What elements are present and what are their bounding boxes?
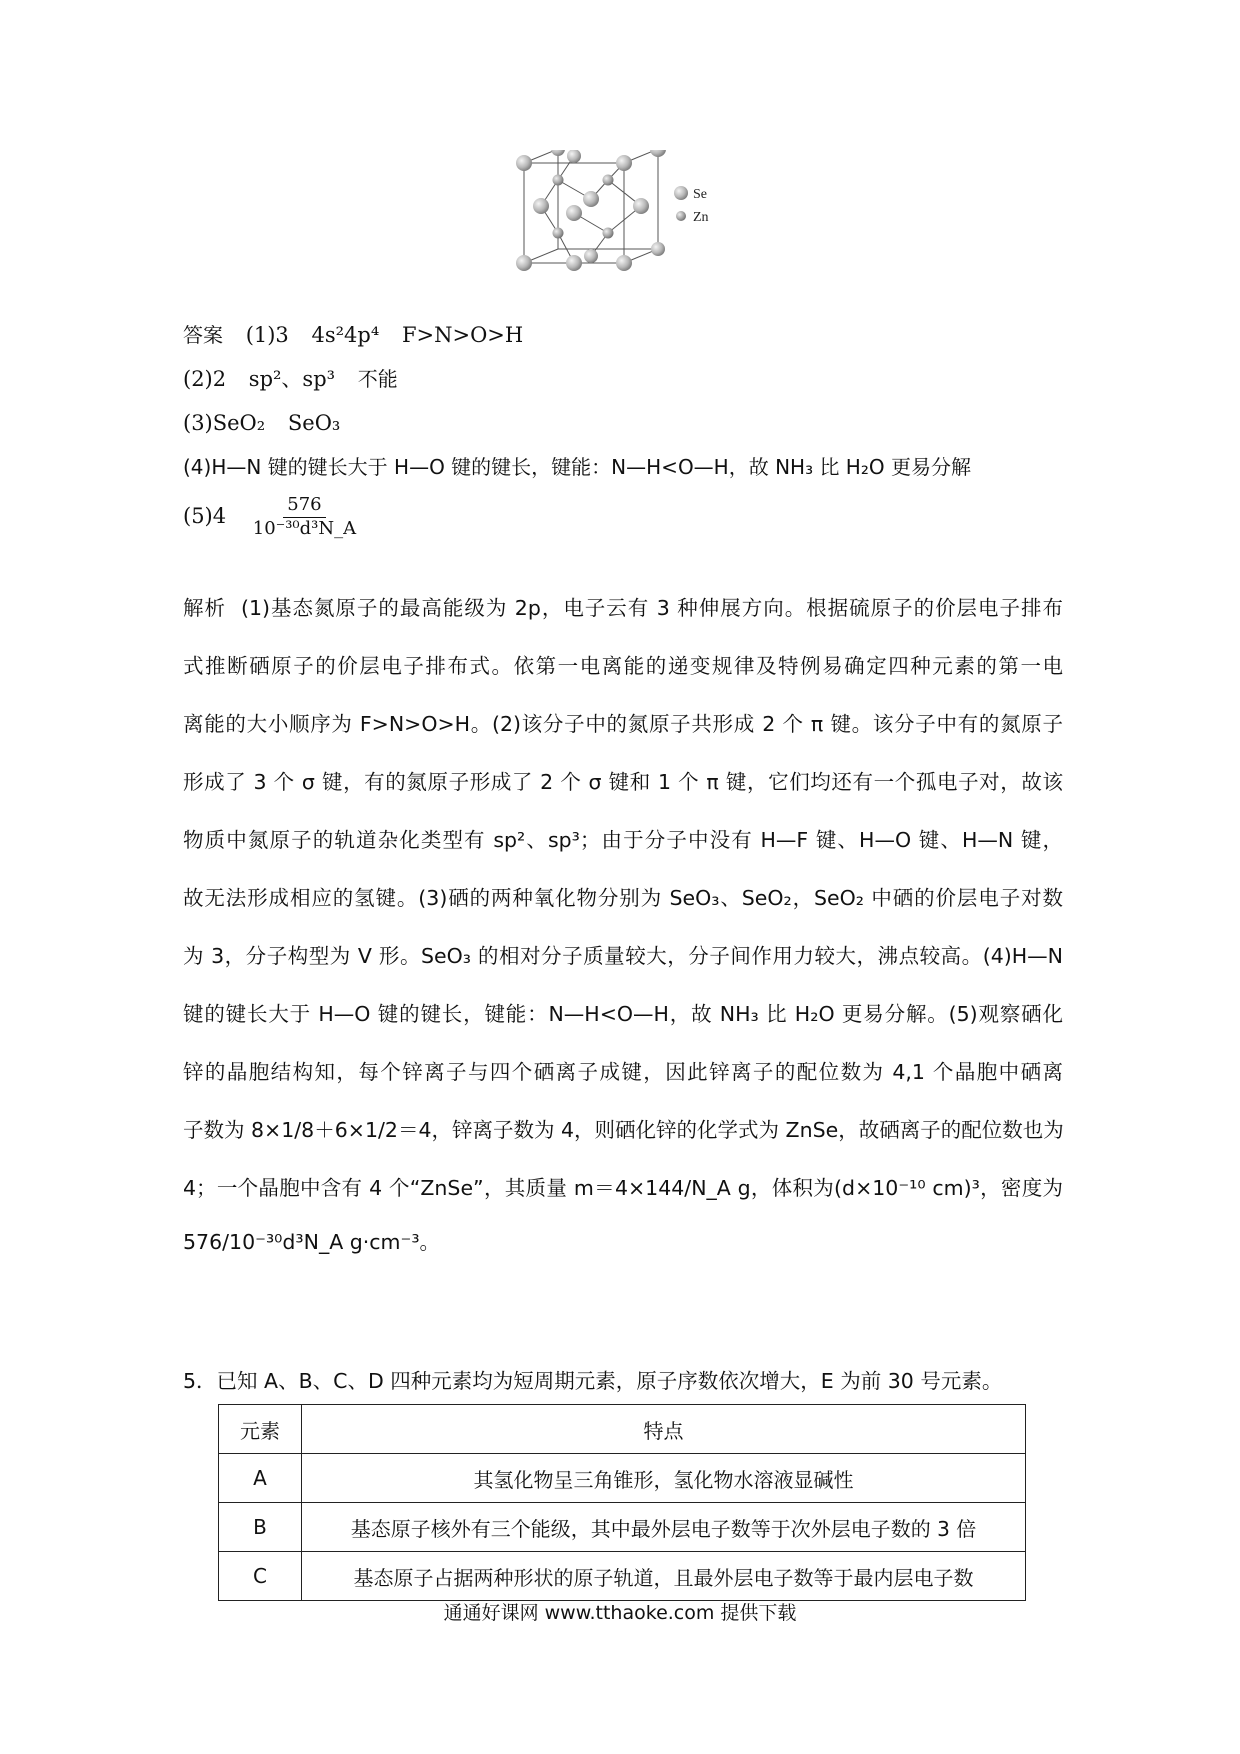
answer-1-order: F>N>O>H [401,323,524,347]
answer-3-oxide-b: SeO₃ [287,411,341,435]
answer-2-count: (2)2 [183,367,227,391]
answer-line-2 [183,364,398,394]
analysis-line-12: 576/10⁻³⁰d³N_A g·cm⁻³。 [183,1230,441,1254]
analysis-line-10: 子数为 8×1/8＋6×1/2＝4，锌离子数为 4，则硒化锌的化学式为 ZnSe，故硒离子的配位数也为 [183,1118,1064,1142]
question-5-stem: 5．已知 A、B、C、D 四种元素均为短周期元素，原子序数依次增大，E 为前 30 号元素。 [183,1369,1003,1393]
table-cell-feature: 其氢化物呈三角锥形，氢化物水溶液显碱性 [302,1454,1026,1503]
znse-unit-cell-figure [515,150,745,310]
analysis-line-1 [183,588,1063,628]
analysis-text: (1)基态氮原子的最高能级为 2p，电子云有 3 种伸展方向。根据硫原子的价层电子排布 [240,596,1063,620]
table-header-element: 元素 [219,1405,302,1454]
answer-2-hybrid: sp²、sp³ [248,367,336,391]
answer-2-result: 不能 [357,367,398,391]
element-features-table [218,1404,1026,1601]
analysis-line-11: 4；一个晶胞中含有 4 个“ZnSe”，其质量 m＝4×144/N_A g，体积为(d×10⁻¹⁰ cm)³，密度为 [183,1176,1063,1200]
answer-line-1 [183,320,523,350]
analysis-line-4: 形成了 3 个 σ 键，有的氮原子形成了 2 个 σ 键和 1 个 π 键，它们均还有一个孤电子对，故该 [183,770,1063,794]
analysis-line-2: 式推断硒原子的价层电子排布式。依第一电离能的递变规律及特例易确定四种元素的第一电 [183,654,1063,678]
fraction-numerator: 576 [283,496,325,518]
table-cell-feature: 基态原子占据两种形状的原子轨道，且最外层电子数等于最内层电子数 [302,1552,1026,1601]
table-header-feature: 特点 [302,1405,1026,1454]
unit-cell-diagram [515,150,745,310]
table-row [219,1503,1026,1552]
table-row [219,1454,1026,1503]
answer-5-density-fraction [249,496,360,539]
answer-1-count: (1)3 [245,323,289,347]
answer-3-oxide-a: (3)SeO₂ [183,411,266,435]
table-cell-feature: 基态原子核外有三个能级，其中最外层电子数等于次外层电子数的 3 倍 [302,1503,1026,1552]
analysis-line-5: 物质中氮原子的轨道杂化类型有 sp²、sp³；由于分子中没有 H—F 键、H—O 键、H—N 键， [183,828,1063,852]
zn-legend-label: Zn [693,210,709,225]
answer-line-5 [183,490,360,542]
se-legend-swatch [674,186,688,200]
analysis-line-8: 键的键长大于 H—O 键的键长，键能：N—H<O—H，故 NH₃ 比 H₂O 更易分解。(5)观察硒化 [183,1002,1063,1026]
fraction-denominator: 10⁻³⁰d³N_A [252,518,357,539]
analysis-line-7: 为 3，分子构型为 V 形。SeO₃ 的相对分子质量较大，分子间作用力较大，沸点较高。(4)H—N [183,944,1063,968]
table-row [219,1552,1026,1601]
table-cell-element: A [219,1454,302,1503]
answer-line-3 [183,408,340,438]
answer-1-config: 4s²4p⁴ [311,323,380,347]
table-cell-element: B [219,1503,302,1552]
answer-line-4: (4)H—N 键的键长大于 H—O 键的键长，键能：N—H<O—H，故 NH₃ 比 H₂O 更易分解 [183,455,971,479]
zn-legend-swatch [676,211,686,221]
analysis-line-3: 离能的大小顺序为 F>N>O>H。(2)该分子中的氮原子共形成 2 个 π 键。该分子中有的氮原子 [183,712,1063,736]
analysis-line-9: 锌的晶胞结构知，每个锌离子与四个硒离子成键，因此锌离子的配位数为 4,1 个晶胞中硒离 [183,1060,1063,1084]
analysis-label: 解析 [183,596,226,620]
table-cell-element: C [219,1552,302,1601]
table-header-row [219,1405,1026,1454]
se-legend-label: Se [693,187,707,202]
answer-5-prefix: (5)4 [183,504,227,528]
answer-label: 答案 [183,323,223,347]
analysis-line-6: 故无法形成相应的氢键。(3)硒的两种氧化物分别为 SeO₃、SeO₂，SeO₂ 中硒的价层电子对数 [183,886,1063,910]
page-footer: 通通好课网 www.tthaoke.com 提供下载 [443,1602,797,1624]
